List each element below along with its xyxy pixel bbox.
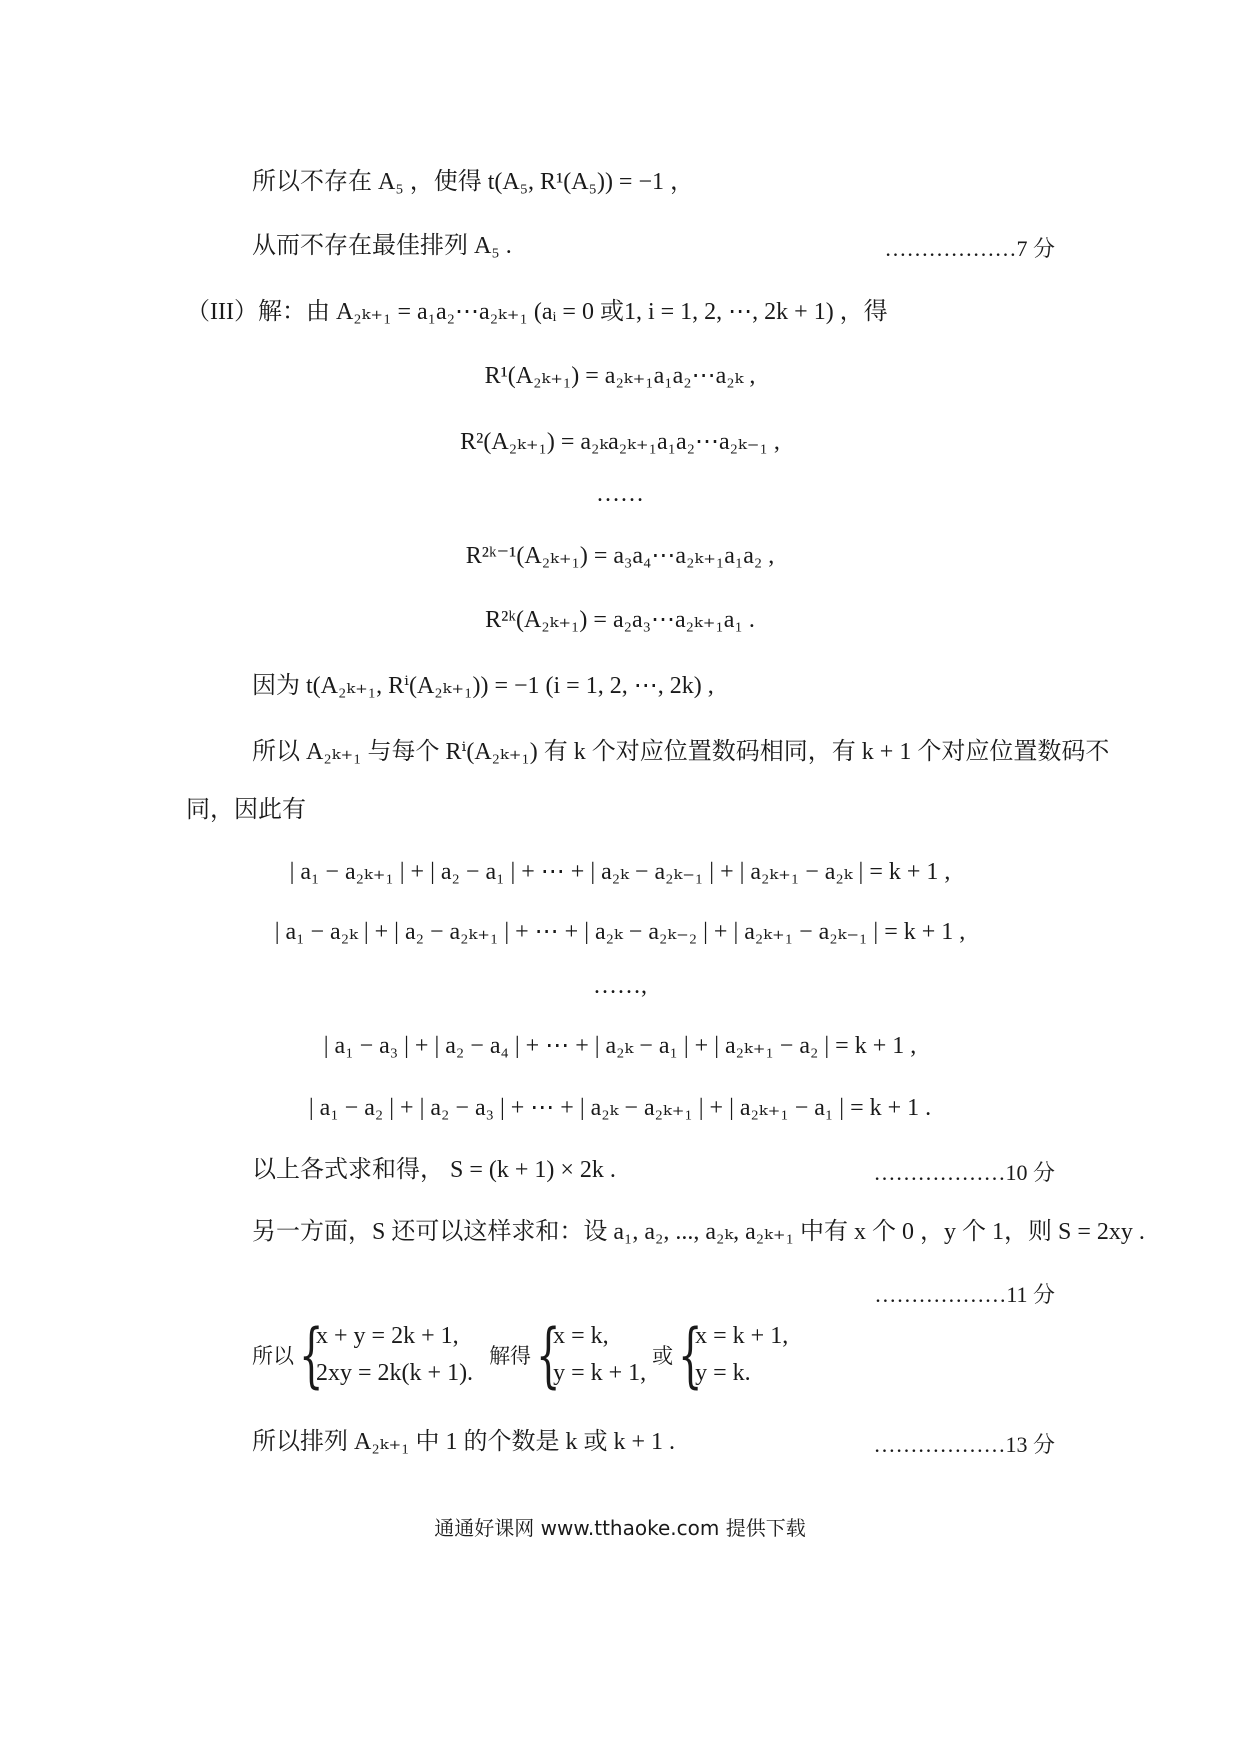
line-no-best-a5: 从而不存在最佳排列 A₅ . <box>252 233 512 259</box>
system-2-eq1: x = k, <box>553 1323 609 1349</box>
equation-2: | a₁ − a₂ₖ | + | a₂ − a₂ₖ₊₁ | + ⋯ + | a₂ₖ − a₂ₖ₋₂ | + | a₂ₖ₊₁ − a₂ₖ₋₁ | = k + 1 , <box>274 919 966 945</box>
line-so-a2k1: 所以 A₂ₖ₊₁ 与每个 Rⁱ(A₂ₖ₊₁) 有 k 个对应位置数码相同，有 k + 1 个对应位置数码不 <box>252 739 1110 765</box>
left-brace-1: { <box>298 1314 324 1396</box>
score-10: ………………10 分 <box>873 1160 1055 1185</box>
system-3-eq1: x = k + 1, <box>695 1323 789 1349</box>
left-brace-3: { <box>678 1314 703 1396</box>
equation-1: | a₁ − a₂ₖ₊₁ | + | a₂ − a₁ | + ⋯ + | a₂ₖ − a₂ₖ₋₁ | + | a₂ₖ₊₁ − a₂ₖ | = k + 1 , <box>289 859 951 885</box>
formula-r1: R¹(A₂ₖ₊₁) = a₂ₖ₊₁a₁a₂⋯a₂ₖ , <box>484 363 756 389</box>
line-no-a5: 所以不存在 A₅ ，使得 t(A₅, R¹(A₅)) = −1 ， <box>252 169 695 195</box>
score-13: ………………13 分 <box>873 1432 1055 1457</box>
score-11: ………………11 分 <box>874 1282 1055 1307</box>
formula-ellipsis-2: ……, <box>593 973 647 999</box>
line-other-way: 另一方面，S 还可以这样求和：设 a₁, a₂, ..., a₂ₖ, a₂ₖ₊₁ 中有 x 个 0 ，y 个 1，则 S = 2xy . <box>252 1219 1145 1245</box>
system-1-eq2: 2xy = 2k(k + 1). <box>316 1360 474 1386</box>
system-prefix: 所以 <box>252 1344 294 1368</box>
line-sum: 以上各式求和得， S = (k + 1) × 2k . <box>252 1157 616 1183</box>
system-3-eq2: y = k. <box>695 1360 751 1386</box>
system-3 <box>695 1323 788 1387</box>
line-part-iii: （III）解：由 A₂ₖ₊₁ = a₁a₂⋯a₂ₖ₊₁ (aᵢ = 0 或1, i = 1, 2, ⋯, 2k + 1) ，得 <box>186 299 888 325</box>
line-therefore: 同，因此有 <box>186 797 306 823</box>
line-conclusion: 所以排列 A₂ₖ₊₁ 中 1 的个数是 k 或 k + 1 . <box>252 1429 676 1455</box>
left-brace-2: { <box>536 1314 561 1396</box>
equation-system-row <box>252 1314 789 1396</box>
system-or-label: 或 <box>652 1344 674 1368</box>
formula-r2k-minus-1: R²ᵏ⁻¹(A₂ₖ₊₁) = a₃a₄⋯a₂ₖ₊₁a₁a₂ , <box>465 543 775 569</box>
system-1-eq1: x + y = 2k + 1, <box>316 1323 459 1349</box>
system-1 <box>316 1323 473 1387</box>
footer-source: 通通好课网 www.tthaoke.com 提供下载 <box>434 1516 806 1540</box>
system-solve-label: 解得 <box>489 1344 532 1368</box>
system-2-eq2: y = k + 1, <box>553 1360 647 1386</box>
system-2 <box>553 1323 646 1387</box>
formula-ellipsis-1: …… <box>596 481 644 507</box>
formula-r2k: R²ᵏ(A₂ₖ₊₁) = a₂a₃⋯a₂ₖ₊₁a₁ . <box>485 607 755 633</box>
equation-3: | a₁ − a₃ | + | a₂ − a₄ | + ⋯ + | a₂ₖ − a₁ | + | a₂ₖ₊₁ − a₂ | = k + 1 , <box>323 1033 917 1059</box>
formula-r2: R²(A₂ₖ₊₁) = a₂ₖa₂ₖ₊₁a₁a₂⋯a₂ₖ₋₁ , <box>460 429 780 455</box>
line-because: 因为 t(A₂ₖ₊₁, Rⁱ(A₂ₖ₊₁)) = −1 (i = 1, 2, ⋯, 2k) , <box>252 673 714 699</box>
score-7: ………………7 分 <box>884 236 1055 261</box>
equation-4: | a₁ − a₂ | + | a₂ − a₃ | + ⋯ + | a₂ₖ − a₂ₖ₊₁ | + | a₂ₖ₊₁ − a₁ | = k + 1 . <box>308 1095 932 1121</box>
